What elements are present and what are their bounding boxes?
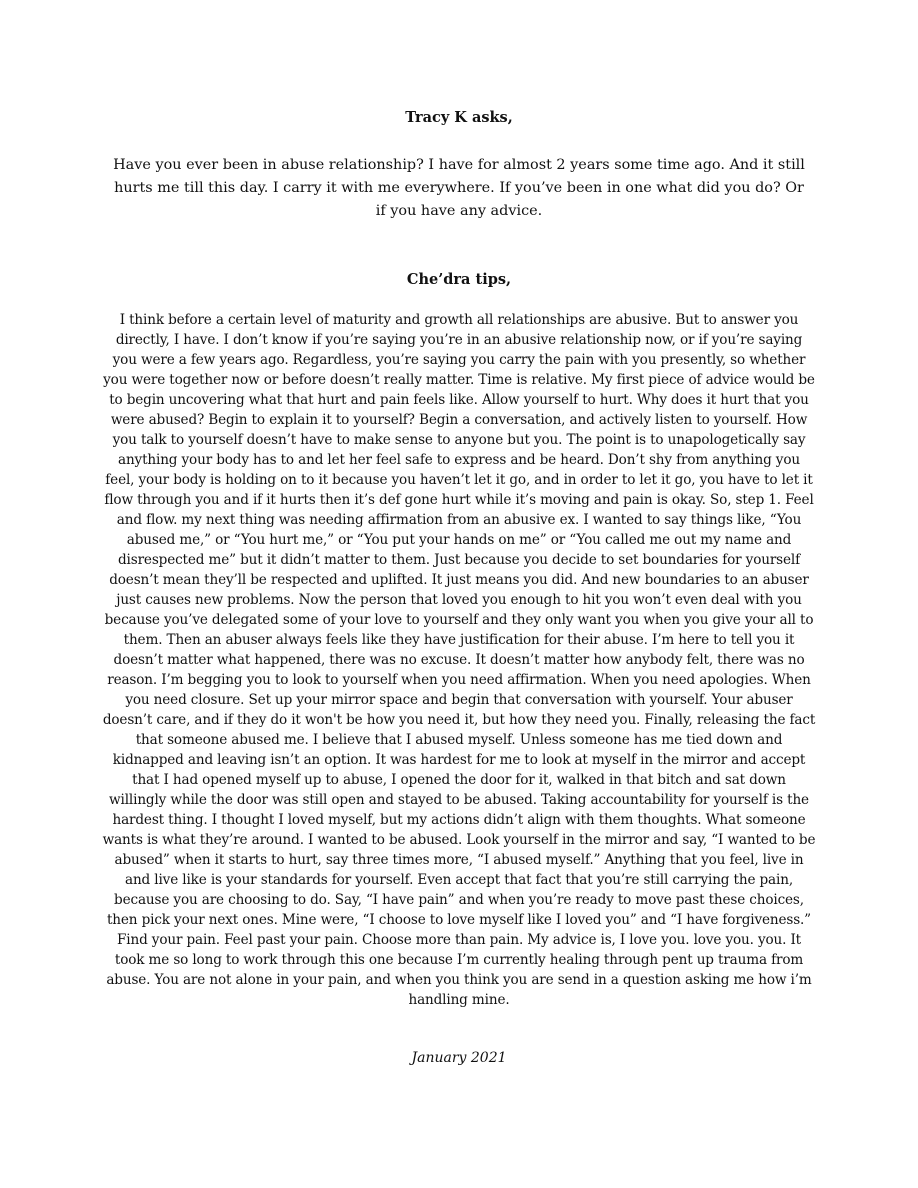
question-heading: Tracy K asks, bbox=[405, 109, 513, 126]
answer-heading: Che’dra tips, bbox=[406, 271, 512, 288]
date-signature: January 2021 bbox=[411, 1050, 507, 1066]
answer-body: I think before a certain level of maturity and growth all relationships are abusive. But to answer you directly, I have. I don’t know if you’re saying you’re in an abusive relationship now, or if you’re saying you were a few years ago. Regardless, you’re saying you carry the pain with you presently, so whether you were together now or before doesn’t really matter. Time is relative. My first piece of advice would be to begin uncovering what that hurt and pain feels like. Allow yourself to hurt. Why does it hurt that you were abused? Begin to explain it to yourself? Begin a conversation, and actively listen to yourself. How you talk to yourself doesn’t have to make sense to anyone but you. The point is to unapologetically say anything your body has to and let her feel safe to express and be heard. Don’t shy from anything you feel, your body is holding on to it because you haven’t let it go, and in order to let it go, you have to let it flow through you and if it hurts then it’s def gone hurt while it’s moving and pain is okay. So, step 1. Feel and flow. my next thing was needing affirmation from an abusive ex. I wanted to say things like, “You abused me,” or “You hurt me,” or “You put your hands on me” or “You called me out my name and disrespected me” but it didn’t matter to them. Just because you decide to set boundaries for yourself doesn’t mean they’ll be respected and uplifted. It just means you did. And new boundaries to an abuser just causes new problems. Now the person that loved you enough to hit you won’t even deal with you because you’ve delegated some of your love to yourself and they only want you when you give your all to them. Then an abuser always feels like they have justification for their abuse. I’m here to tell you it doesn’t matter what happened, there was no excuse. It doesn’t matter how anybody felt, there was no reason. I’m begging you to look to yourself when you need affirmation. When you need apologies. When you need closure. Set up your mirror space and begin that conversation with yourself. Your abuser doesn’t care, and if they do it won't be how you need it, but how they need you. Finally, releasing the fact that someone abused me. I believe that I abused myself. Unless someone has me tied down and kidnapped and leaving isn’t an option. It was hardest for me to look at myself in the mirror and accept that I had opened myself up to abuse, I opened the door for it, walked in that bitch and sat down willingly while the door was still open and stayed to be abused. Taking accountability for yourself is the hardest thing. I thought I loved myself, but my actions didn’t align with them thoughts. What someone wants is what they’re around. I wanted to be abused. Look yourself in the mirror and say, “I wanted to be abused” when it starts to hurt, say three times more, “I abused myself.” Anything that you feel, live in and live like is your standards for yourself. Even accept that fact that you’re still carrying the pain, because you are choosing to do. Say, “I have pain” and when you’re ready to move past these choices, then pick your next ones. Mine were, “I choose to love myself like I loved you” and “I have forgiveness.” Find your pain. Feel past your pain. Choose more than pain. My advice is, I love you. love you. you. It took me so long to work through this one because I’m currently healing through pent up trauma from abuse. You are not alone in your pain, and when you think you are send in a question asking me how i’m handling mine. bbox=[102, 312, 816, 1008]
question-body: Have you ever been in abuse relationship? I have for almost 2 years some time ago. And it still hurts me till this day. I carry it with me everywhere. If you’ve been in one what did you do? Or if you have any advice. bbox=[113, 157, 805, 219]
